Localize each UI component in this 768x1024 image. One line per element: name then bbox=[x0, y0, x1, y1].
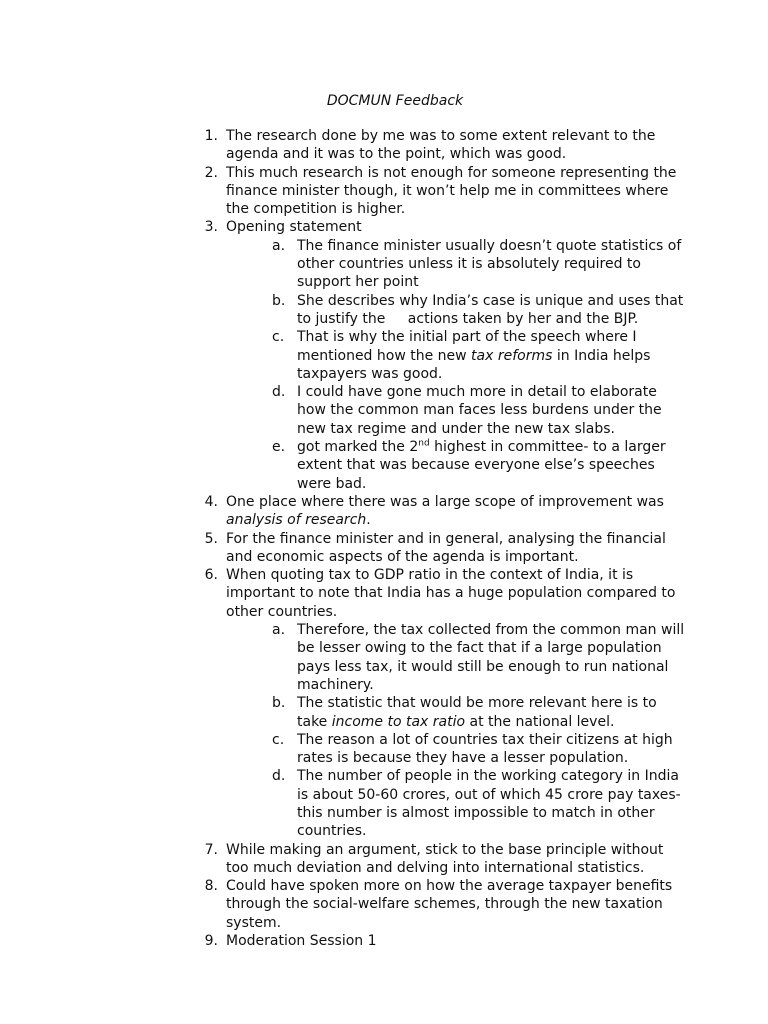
list-item-8 bbox=[200, 877, 690, 932]
sub-list-marker: e. bbox=[272, 439, 286, 456]
text-part: actions taken by her and the BJP. bbox=[407, 310, 639, 327]
list-number: 5. bbox=[204, 530, 218, 547]
text-part: highest in committee- to a larger extent that was because everyone else’s speeches were bad. bbox=[297, 439, 666, 492]
sub-list-item bbox=[226, 438, 690, 493]
ordinal-suffix: nd bbox=[418, 438, 430, 449]
sub-list bbox=[226, 237, 690, 493]
sub-list bbox=[226, 621, 690, 841]
sub-list-marker: c. bbox=[272, 731, 285, 748]
list-number: 6. bbox=[204, 567, 218, 584]
list-number: 3. bbox=[204, 219, 218, 236]
list-item-text: Opening statement bbox=[226, 219, 362, 236]
italic-phrase: income to tax ratio bbox=[331, 713, 466, 730]
text-part: at the national level. bbox=[469, 713, 615, 730]
sub-list-marker: d. bbox=[272, 768, 286, 785]
text-part: in India helps taxpayers was good. bbox=[297, 347, 651, 382]
sub-list-marker: b. bbox=[272, 695, 286, 712]
sub-list-item bbox=[226, 731, 690, 768]
sub-list-marker: c. bbox=[272, 329, 285, 346]
list-item-text: The number of people in the working category in India is about 50-60 crores, out of which 45 crore pay taxes- this number is almost impossible to match in other countries. bbox=[297, 768, 681, 840]
list-item-4 bbox=[200, 493, 690, 530]
list-number: 7. bbox=[204, 841, 218, 858]
sub-list-item bbox=[226, 621, 690, 694]
list-item-text: Could have spoken more on how the average taxpayer benefits through the social-welfare schemes, through the new taxation system. bbox=[226, 878, 673, 931]
list-number: 1. bbox=[204, 128, 218, 144]
list-item-text: The finance minister usually doesn’t quote statistics of other countries unless it is absolutely required to support her point bbox=[297, 237, 682, 291]
list-item-7 bbox=[200, 841, 690, 878]
sub-list-item bbox=[226, 767, 690, 840]
text-part: The statistic that would be more relevant here is to take bbox=[297, 695, 657, 730]
list-item-3 bbox=[200, 218, 690, 492]
document-title: DOCMUN Feedback bbox=[326, 93, 464, 109]
sub-list-item bbox=[226, 237, 690, 292]
list-number: 9. bbox=[204, 933, 218, 950]
italic-phrase: tax reforms bbox=[471, 347, 553, 364]
sub-list-marker: d. bbox=[272, 384, 286, 401]
sub-list-marker: a. bbox=[272, 237, 286, 254]
list-item-9 bbox=[200, 932, 690, 950]
list-number: 2. bbox=[204, 164, 218, 181]
list-item-text: Therefore, the tax collected from the common man will be lesser owing to the fact that if a large population pays less tax, it would still be enough to run national machinery. bbox=[297, 622, 685, 693]
list-item-text: The research done by me was to some extent relevant to the agenda and it was to the point, which was good. bbox=[226, 128, 656, 163]
feedback-list bbox=[200, 127, 690, 950]
list-item-text: I could have gone much more in detail to elaborate how the common man faces less burdens under the new tax regime and under the new tax slabs. bbox=[297, 384, 662, 437]
list-item-text: For the finance minister and in general, analysing the financial and economic aspects of the agenda is important. bbox=[226, 530, 666, 565]
list-item-2 bbox=[200, 164, 690, 219]
text-part: got marked the 2 bbox=[297, 439, 419, 456]
sub-list-item bbox=[226, 694, 690, 731]
text-part: That is why the initial part of the speech where I mentioned how the new bbox=[297, 329, 637, 364]
italic-phrase: analysis of research bbox=[226, 512, 367, 529]
list-number: 8. bbox=[204, 878, 218, 895]
list-item-text: The reason a lot of countries tax their citizens at high rates is because they have a lesser population. bbox=[297, 731, 673, 767]
text-part: . bbox=[366, 512, 371, 529]
list-item-text: When quoting tax to GDP ratio in the context of India, it is important to note that India has a huge population compared to other countries. bbox=[226, 567, 676, 620]
sub-list-item bbox=[226, 383, 690, 438]
sub-list-item bbox=[226, 292, 690, 329]
list-number: 4. bbox=[204, 493, 218, 510]
list-item-6 bbox=[200, 566, 690, 840]
text-part: One place where there was a large scope of improvement was bbox=[226, 493, 664, 510]
text-part: She describes why India’s case is unique and uses that to justify the bbox=[297, 292, 684, 327]
list-item-text: This much research is not enough for someone representing the finance minister though, it won’t help me in committees where the competition is higher. bbox=[226, 164, 677, 218]
sub-list-marker: b. bbox=[272, 292, 286, 309]
list-item-1 bbox=[200, 127, 690, 164]
sub-list-item bbox=[226, 328, 690, 383]
list-item-text: While making an argument, stick to the base principle without too much deviation and delving into international statistics. bbox=[226, 841, 664, 876]
sub-list-marker: a. bbox=[272, 622, 286, 639]
list-item-text: Moderation Session 1 bbox=[226, 933, 377, 950]
list-item-5 bbox=[200, 530, 690, 567]
